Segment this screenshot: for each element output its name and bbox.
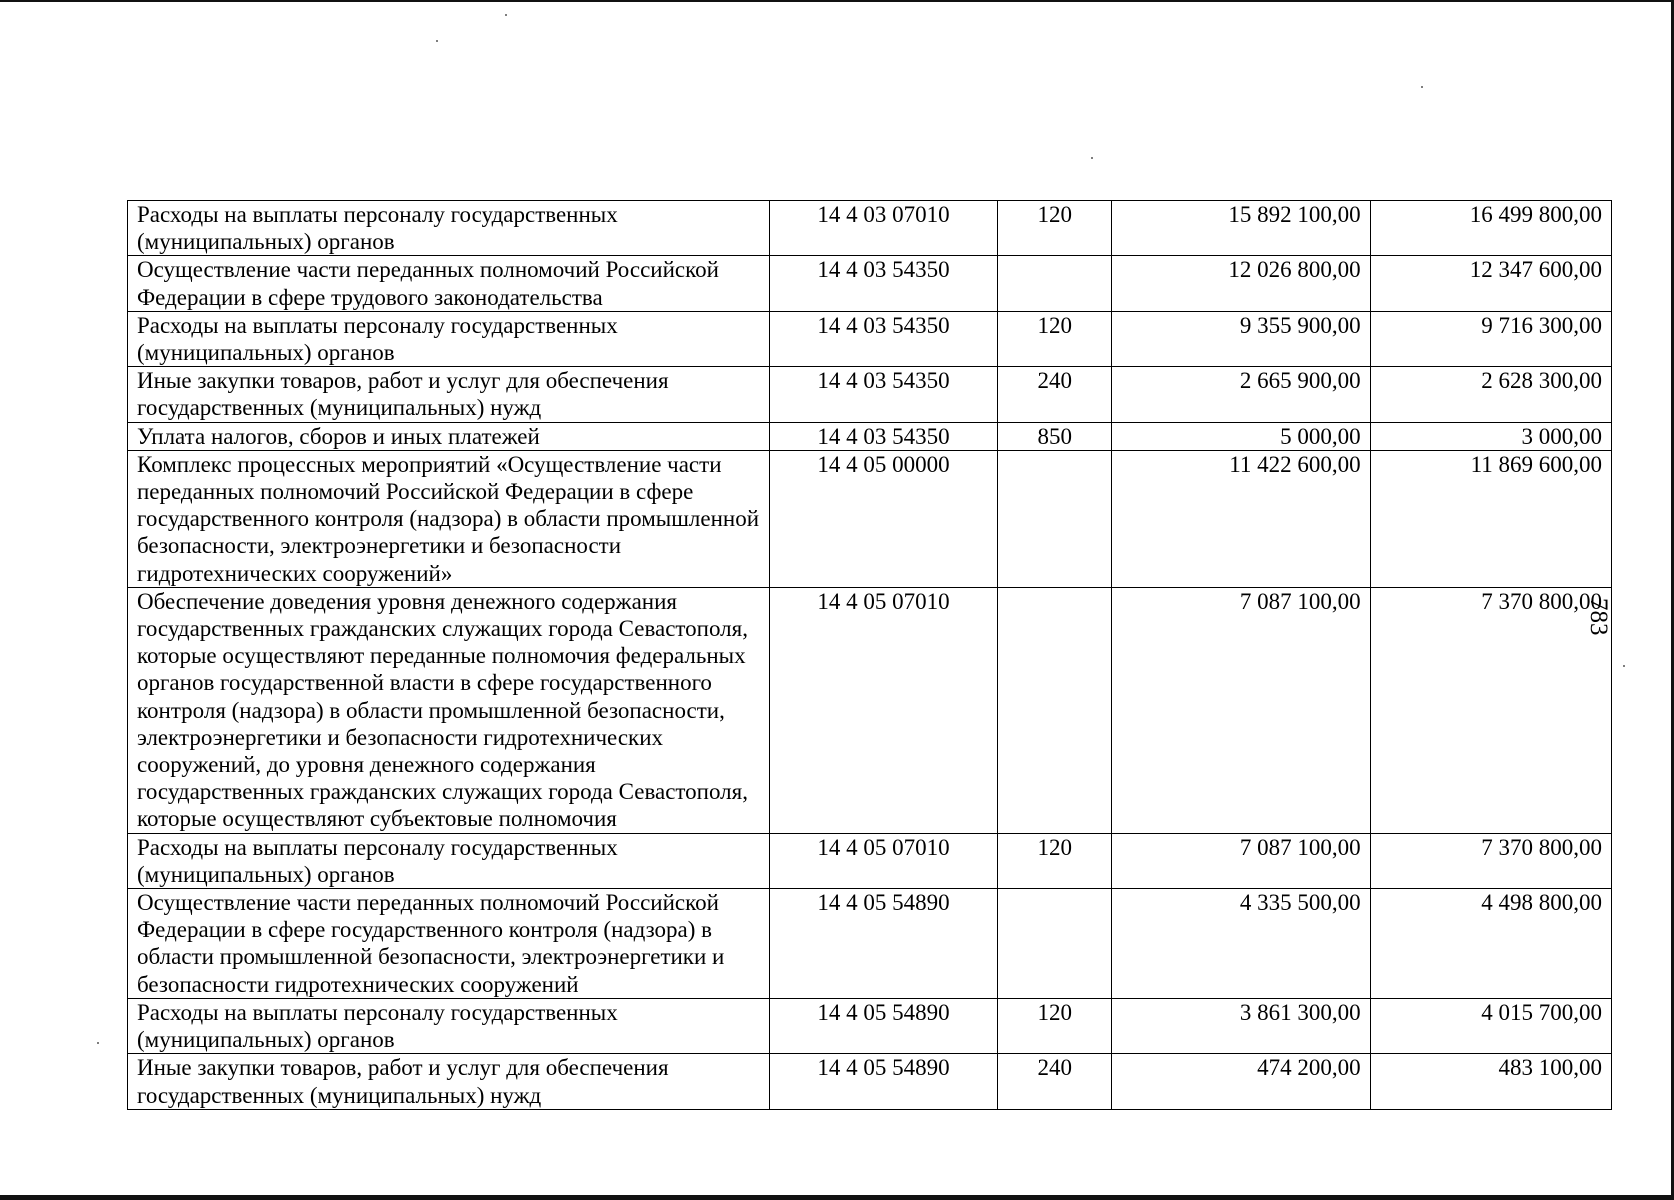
target-code: 14 4 05 54890 xyxy=(769,998,997,1053)
expense-type-code: 120 xyxy=(998,998,1112,1053)
expense-name: Обеспечение доведения уровня денежного содержания государственных гражданских служащих города Севастополя, которые осуществляют переданные полномочия федеральных органов государственной власти в сфере государственного контроля (надзора) в области промышленной безопасности, электроэнергетики и безопасности гидротехнических сооружений, до уровня денежного содержания государственных гражданских служащих города Севастополя, которые осуществляют субъектовые полномочия xyxy=(128,587,770,833)
table-row xyxy=(128,889,1612,999)
table-row xyxy=(128,311,1612,366)
amount-year-2: 483 100,00 xyxy=(1370,1054,1611,1109)
expense-name: Расходы на выплаты персоналу государственных (муниципальных) органов xyxy=(128,998,770,1053)
expense-type-code xyxy=(998,889,1112,999)
expense-name: Уплата налогов, сборов и иных платежей xyxy=(128,422,770,450)
amount-year-1: 7 087 100,00 xyxy=(1112,833,1370,888)
expense-name: Осуществление части переданных полномочий Российской Федерации в сфере трудового законодательства xyxy=(128,256,770,311)
scan-speck xyxy=(1623,665,1625,667)
expense-name: Комплекс процессных мероприятий «Осуществление части переданных полномочий Российской Федерации в сфере государственного контроля (надзора) в области промышленной безопасности, электроэнергетики и безопасности гидротехнических сооружений» xyxy=(128,450,770,587)
target-code: 14 4 05 00000 xyxy=(769,450,997,587)
target-code: 14 4 03 54350 xyxy=(769,311,997,366)
table-row xyxy=(128,201,1612,256)
page-number: 783 xyxy=(1585,598,1612,636)
amount-year-2: 9 716 300,00 xyxy=(1370,311,1611,366)
target-code: 14 4 05 54890 xyxy=(769,1054,997,1109)
amount-year-2: 7 370 800,00 xyxy=(1370,833,1611,888)
expense-name: Иные закупки товаров, работ и услуг для обеспечения государственных (муниципальных) нужд xyxy=(128,1054,770,1109)
amount-year-1: 12 026 800,00 xyxy=(1112,256,1370,311)
amount-year-2: 3 000,00 xyxy=(1370,422,1611,450)
scan-speck xyxy=(1421,86,1423,88)
amount-year-1: 4 335 500,00 xyxy=(1112,889,1370,999)
scan-speck xyxy=(436,40,438,42)
expense-type-code: 240 xyxy=(998,1054,1112,1109)
amount-year-1: 7 087 100,00 xyxy=(1112,587,1370,833)
target-code: 14 4 03 07010 xyxy=(769,201,997,256)
expense-type-code: 240 xyxy=(998,367,1112,422)
expense-type-code xyxy=(998,587,1112,833)
table-row xyxy=(128,587,1612,833)
target-code: 14 4 05 07010 xyxy=(769,587,997,833)
scan-edge-bottom xyxy=(0,1195,1674,1200)
expense-type-code: 120 xyxy=(998,201,1112,256)
amount-year-1: 474 200,00 xyxy=(1112,1054,1370,1109)
expense-name: Осуществление части переданных полномочий Российской Федерации в сфере государственного контроля (надзора) в области промышленной безопасности, электроэнергетики и безопасности гидротехнических сооружений xyxy=(128,889,770,999)
amount-year-1: 11 422 600,00 xyxy=(1112,450,1370,587)
amount-year-2: 4 498 800,00 xyxy=(1370,889,1611,999)
table-row xyxy=(128,367,1612,422)
amount-year-1: 2 665 900,00 xyxy=(1112,367,1370,422)
expense-type-code xyxy=(998,450,1112,587)
amount-year-1: 9 355 900,00 xyxy=(1112,311,1370,366)
budget-table xyxy=(127,200,1612,1110)
expense-name: Расходы на выплаты персоналу государственных (муниципальных) органов xyxy=(128,833,770,888)
amount-year-1: 3 861 300,00 xyxy=(1112,998,1370,1053)
table-row xyxy=(128,833,1612,888)
target-code: 14 4 03 54350 xyxy=(769,422,997,450)
scan-speck xyxy=(1091,157,1093,159)
scan-speck xyxy=(97,1042,99,1044)
amount-year-2: 7 370 800,00 xyxy=(1370,587,1611,833)
scan-speck xyxy=(505,14,507,16)
table-row xyxy=(128,422,1612,450)
expense-type-code: 120 xyxy=(998,311,1112,366)
scan-edge-top xyxy=(0,0,1674,2)
target-code: 14 4 05 07010 xyxy=(769,833,997,888)
target-code: 14 4 03 54350 xyxy=(769,367,997,422)
expense-type-code xyxy=(998,256,1112,311)
expense-name: Расходы на выплаты персоналу государственных (муниципальных) органов xyxy=(128,201,770,256)
expense-type-code: 120 xyxy=(998,833,1112,888)
expense-name: Иные закупки товаров, работ и услуг для обеспечения государственных (муниципальных) нужд xyxy=(128,367,770,422)
amount-year-2: 12 347 600,00 xyxy=(1370,256,1611,311)
target-code: 14 4 03 54350 xyxy=(769,256,997,311)
table-row xyxy=(128,450,1612,587)
table-row xyxy=(128,1054,1612,1109)
amount-year-1: 15 892 100,00 xyxy=(1112,201,1370,256)
expense-type-code: 850 xyxy=(998,422,1112,450)
table-row xyxy=(128,256,1612,311)
table-row xyxy=(128,998,1612,1053)
amount-year-2: 16 499 800,00 xyxy=(1370,201,1611,256)
expense-name: Расходы на выплаты персоналу государственных (муниципальных) органов xyxy=(128,311,770,366)
amount-year-1: 5 000,00 xyxy=(1112,422,1370,450)
amount-year-2: 2 628 300,00 xyxy=(1370,367,1611,422)
amount-year-2: 4 015 700,00 xyxy=(1370,998,1611,1053)
target-code: 14 4 05 54890 xyxy=(769,889,997,999)
amount-year-2: 11 869 600,00 xyxy=(1370,450,1611,587)
budget-table-body xyxy=(128,201,1612,1110)
